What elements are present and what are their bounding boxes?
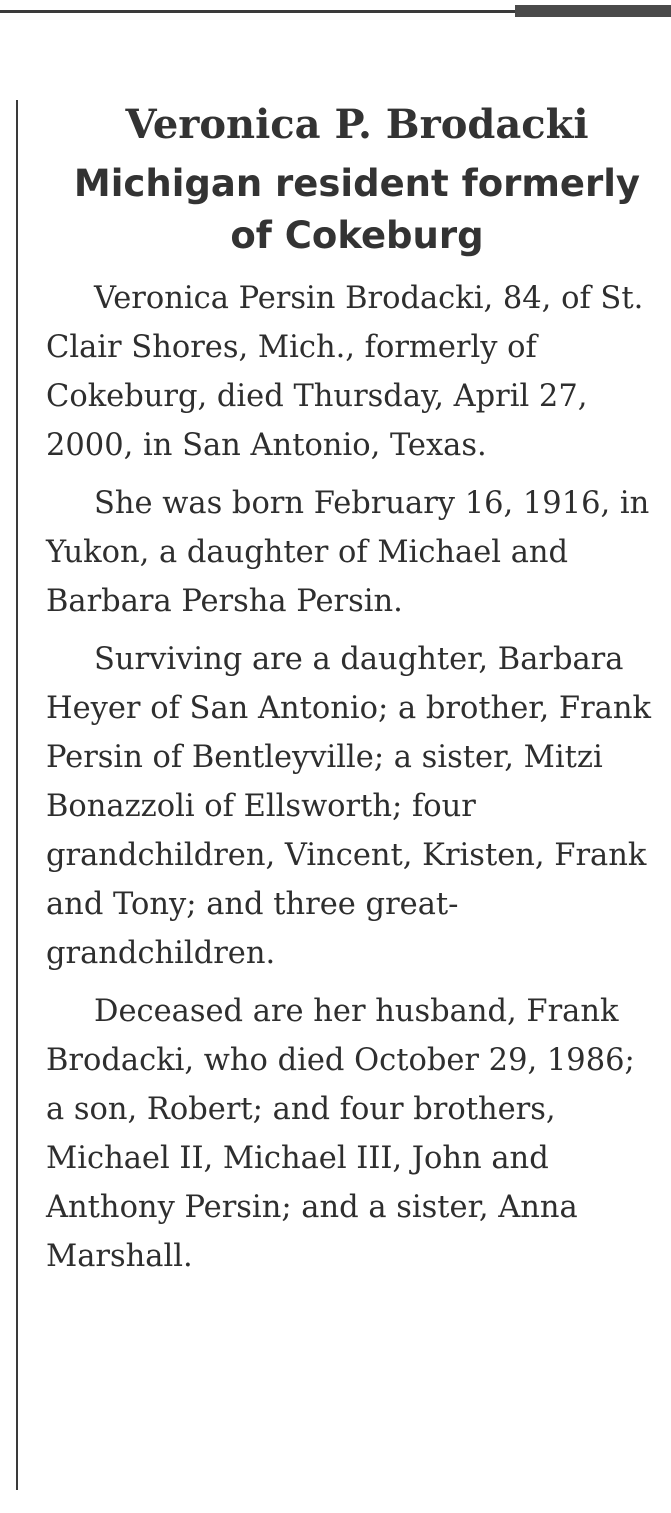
- body-paragraph: Surviving are a daughter, Barbara Heyer of San Antonio; a brother, Frank Persin of Bentleyville; a sister, Mitzi Bonazzoli of Ellsworth; four grandchildren, Vincent, Kristen, Frank and Tony; and three great-grandchildren.: [46, 642, 651, 971]
- top-rule-heavy-segment: [515, 5, 671, 17]
- top-rule: [0, 10, 520, 13]
- body-paragraph: Deceased are her husband, Frank Brodacki, who died October 29, 1986; a son, Robert; and four brothers, Michael II, Michael III, John and Anthony Persin; and a sister, Anna Marshall.: [46, 994, 635, 1274]
- obituary-article: [46, 92, 658, 1290]
- body-paragraph: She was born February 16, 1916, in Yukon, a daughter of Michael and Barbara Persha Persin.: [46, 486, 650, 619]
- headline: Veronica P. Brodacki: [125, 101, 589, 148]
- body-paragraph: Veronica Persin Brodacki, 84, of St. Clair Shores, Mich., formerly of Cokeburg, died Thursday, April 27, 2000, in San Antonio, Texas.: [46, 281, 644, 463]
- column-divider: [16, 100, 18, 1490]
- subheadline: Michigan resident formerly of Cokeburg: [73, 162, 641, 257]
